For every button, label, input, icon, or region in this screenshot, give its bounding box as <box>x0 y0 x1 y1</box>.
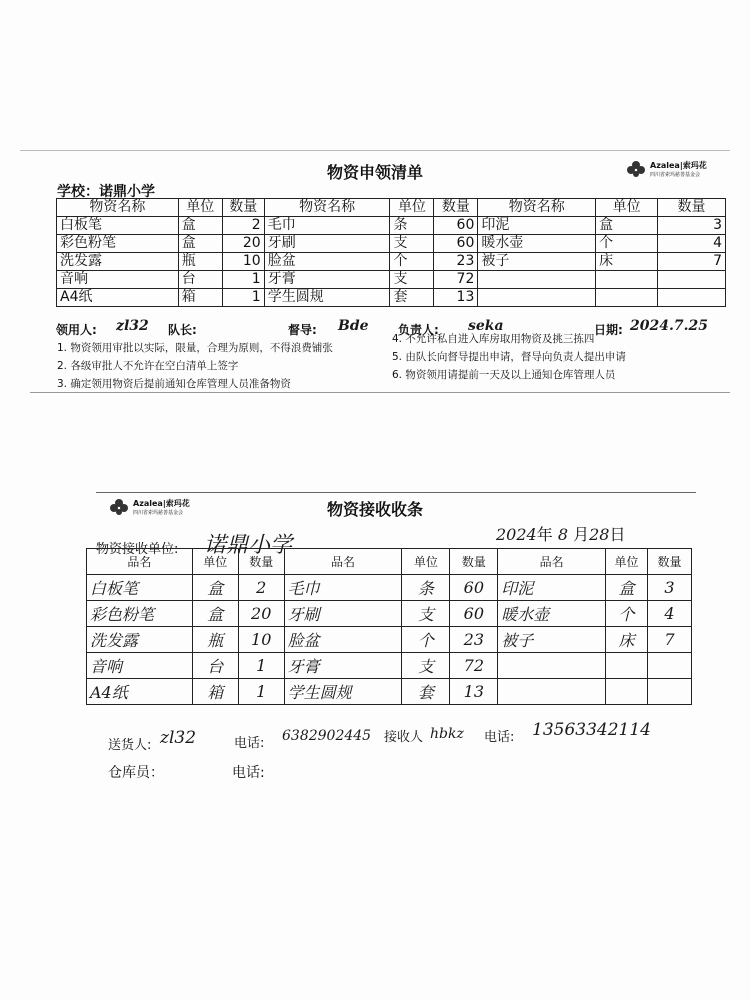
table-cell: 支 <box>390 235 434 253</box>
table-cell: 个 <box>390 253 434 271</box>
warehouse-label: 仓库员： <box>108 765 164 781</box>
table-cell: 床 <box>596 253 658 271</box>
table-cell: 音响 <box>87 653 193 679</box>
receipt-date-day: 28 <box>589 525 610 544</box>
supervisor-label: 督导: <box>288 323 317 337</box>
table-cell: 个 <box>596 235 658 253</box>
table-cell <box>606 653 648 679</box>
receiver-label: 领用人: <box>56 323 97 337</box>
table-cell: 牙膏 <box>264 271 390 289</box>
note-item: 1. 物资领用审批以实际，限量，合理为原则，不得浪费铺张 <box>57 342 333 354</box>
receipt-date-month: 8 <box>557 525 569 544</box>
receipt-header-row <box>87 549 692 575</box>
col-header: 物资名称 <box>478 199 596 217</box>
table-cell: 72 <box>450 653 498 679</box>
table-cell: 盒 <box>178 235 222 253</box>
receipt-top-line <box>96 492 696 493</box>
table-cell: 盒 <box>178 217 222 235</box>
table-cell: 支 <box>402 601 450 627</box>
table-cell <box>606 679 648 705</box>
table-cell: 瓶 <box>178 253 222 271</box>
recipient-phone: 13563342114 <box>532 720 651 740</box>
table-cell: 60 <box>450 601 498 627</box>
table-cell: 瓶 <box>192 627 238 653</box>
table-cell: 个 <box>606 601 648 627</box>
table-cell: 学生圆规 <box>284 679 402 705</box>
table-cell: 盒 <box>596 217 658 235</box>
requisition-table <box>56 198 726 307</box>
table-cell: 洗发露 <box>87 627 193 653</box>
table-cell: 学生圆规 <box>264 289 390 307</box>
table-row <box>57 235 726 253</box>
table-cell: A4纸 <box>57 289 179 307</box>
table-cell <box>647 679 691 705</box>
table-cell: 13 <box>450 679 498 705</box>
table-cell: 盒 <box>192 575 238 601</box>
table-cell: 洗发露 <box>57 253 179 271</box>
table-cell <box>498 679 606 705</box>
table-cell: 盒 <box>192 601 238 627</box>
col-header: 单位 <box>596 199 658 217</box>
table-cell: 3 <box>658 217 726 235</box>
col-header: 品名 <box>498 549 606 575</box>
warehouse-row <box>108 762 408 784</box>
table-cell: 彩色粉笔 <box>87 601 193 627</box>
supervisor-signature: Bde <box>338 318 369 334</box>
table-cell: 10 <box>222 253 264 271</box>
table-cell: 音响 <box>57 271 179 289</box>
requisition-title: 物资申领清单 <box>326 163 423 182</box>
table-cell <box>596 271 658 289</box>
receipt-date-yue: 月 <box>573 525 590 544</box>
requisition-header-row <box>57 199 726 217</box>
table-cell: 60 <box>450 575 498 601</box>
col-header: 数量 <box>658 199 726 217</box>
note-item: 6. 物资领用请提前一天及以上通知仓库管理人员 <box>392 369 616 381</box>
col-header: 物资名称 <box>57 199 179 217</box>
table-cell: 彩色粉笔 <box>57 235 179 253</box>
note-item: 2. 各级审批人不允许在空白清单上签字 <box>57 360 239 372</box>
receipt-date-ri: 日 <box>609 525 626 544</box>
table-cell: 2 <box>222 217 264 235</box>
table-cell: 1 <box>238 653 284 679</box>
table-cell: 60 <box>434 235 478 253</box>
col-header: 数量 <box>450 549 498 575</box>
captain-label: 队长: <box>168 323 197 337</box>
table-row <box>87 627 692 653</box>
table-cell: 毛巾 <box>284 575 402 601</box>
azalea-flower-icon <box>625 158 647 180</box>
col-header: 单位 <box>606 549 648 575</box>
top-scan-line <box>20 150 730 151</box>
table-cell: 1 <box>222 271 264 289</box>
table-cell: 箱 <box>178 289 222 307</box>
notes-right <box>392 330 732 384</box>
col-header: 数量 <box>647 549 691 575</box>
col-header: 物资名称 <box>264 199 390 217</box>
table-cell: 套 <box>390 289 434 307</box>
table-cell <box>647 653 691 679</box>
table-cell: 印泥 <box>478 217 596 235</box>
sender-label: 送货人: <box>108 738 152 753</box>
table-cell: 60 <box>434 217 478 235</box>
table-row <box>57 271 726 289</box>
table-cell: A4纸 <box>87 679 193 705</box>
table-cell: 13 <box>434 289 478 307</box>
table-cell: 脸盆 <box>264 253 390 271</box>
table-cell: 个 <box>402 627 450 653</box>
date-label: 日期: <box>594 323 623 337</box>
table-cell: 2 <box>238 575 284 601</box>
table-row <box>87 601 692 627</box>
table-cell: 印泥 <box>498 575 606 601</box>
table-cell <box>596 289 658 307</box>
table-row <box>57 217 726 235</box>
sender-row <box>108 720 728 753</box>
table-cell: 1 <box>238 679 284 705</box>
logo-subtitle: 四川省索玛慈善基金会 <box>650 172 701 178</box>
col-header: 单位 <box>192 549 238 575</box>
receipt-date-nian: 年 <box>536 525 553 544</box>
logo-subtitle: 四川省索玛慈善基金会 <box>133 510 184 516</box>
notes-left <box>57 339 387 393</box>
table-cell: 23 <box>434 253 478 271</box>
table-cell: 7 <box>658 253 726 271</box>
table-cell: 10 <box>238 627 284 653</box>
table-cell: 4 <box>658 235 726 253</box>
recipient-label: 接收人 <box>384 730 424 745</box>
school-name: 学校：诺鼎小学 <box>57 184 155 200</box>
table-row <box>57 253 726 271</box>
table-cell: 台 <box>192 653 238 679</box>
col-header: 单位 <box>402 549 450 575</box>
table-cell: 暖水壶 <box>478 235 596 253</box>
table-row <box>87 653 692 679</box>
col-header: 数量 <box>238 549 284 575</box>
table-cell <box>478 289 596 307</box>
table-cell: 套 <box>402 679 450 705</box>
table-cell: 20 <box>238 601 284 627</box>
sender-phone-label: 电话: <box>234 736 265 751</box>
table-cell: 被子 <box>478 253 596 271</box>
table-cell <box>658 289 726 307</box>
table-cell: 支 <box>390 271 434 289</box>
table-cell: 7 <box>647 627 691 653</box>
table-cell: 被子 <box>498 627 606 653</box>
manager-label: 负责人: <box>398 323 439 337</box>
table-cell: 台 <box>178 271 222 289</box>
sender-signature: zl32 <box>160 728 197 748</box>
table-cell: 1 <box>222 289 264 307</box>
note-item: 5. 由队长向督导提出申请，督导向负责人提出申请 <box>392 351 626 363</box>
table-cell <box>658 271 726 289</box>
table-cell: 牙膏 <box>284 653 402 679</box>
table-cell <box>478 271 596 289</box>
table-cell: 3 <box>647 575 691 601</box>
receipt-date <box>496 522 626 545</box>
receipt-table <box>86 548 692 705</box>
table-cell: 支 <box>402 653 450 679</box>
warehouse-phone-label: 电话: <box>232 765 265 781</box>
table-cell: 条 <box>390 217 434 235</box>
table-cell: 毛巾 <box>264 217 390 235</box>
table-cell: 4 <box>647 601 691 627</box>
table-cell: 白板笔 <box>87 575 193 601</box>
receiver-signature: zl32 <box>116 318 149 334</box>
table-cell <box>498 653 606 679</box>
receiving-unit-value: 诺鼎小学 <box>204 533 293 558</box>
table-cell: 72 <box>434 271 478 289</box>
logo-brand: Azalea|索玛花 <box>650 161 707 170</box>
recipient-signature: hbkz <box>430 726 464 742</box>
col-header: 单位 <box>178 199 222 217</box>
manager-signature: seka <box>468 318 504 334</box>
table-cell: 盒 <box>606 575 648 601</box>
table-cell: 20 <box>222 235 264 253</box>
table-row <box>87 575 692 601</box>
table-cell: 23 <box>450 627 498 653</box>
receipt-date-year: 2024 <box>496 525 537 544</box>
note-item: 4. 不允许私自进入库房取用物资及挑三拣四 <box>392 333 595 345</box>
table-cell: 床 <box>606 627 648 653</box>
col-header: 品名 <box>284 549 402 575</box>
logo-brand: Azalea|索玛花 <box>133 499 190 508</box>
col-header: 品名 <box>87 549 193 575</box>
sender-phone: 6382902445 <box>282 728 372 744</box>
table-row <box>87 679 692 705</box>
table-row <box>57 289 726 307</box>
table-cell: 暖水壶 <box>498 601 606 627</box>
receipt-title: 物资接收收条 <box>326 500 423 519</box>
table-cell: 脸盆 <box>284 627 402 653</box>
mid-scan-line <box>30 392 730 393</box>
recipient-phone-label: 电话: <box>484 730 515 745</box>
col-header: 数量 <box>434 199 478 217</box>
note-item: 3. 确定领用物资后提前通知仓库管理人员准备物资 <box>57 378 291 390</box>
col-header: 单位 <box>390 199 434 217</box>
table-cell: 牙刷 <box>284 601 402 627</box>
table-cell: 牙刷 <box>264 235 390 253</box>
table-cell: 白板笔 <box>57 217 179 235</box>
receiving-unit-label: 物资接收单位: <box>96 542 179 557</box>
col-header: 数量 <box>222 199 264 217</box>
requisition-logo <box>625 158 707 180</box>
date-value: 2024.7.25 <box>630 318 708 334</box>
table-cell: 箱 <box>192 679 238 705</box>
table-cell: 条 <box>402 575 450 601</box>
